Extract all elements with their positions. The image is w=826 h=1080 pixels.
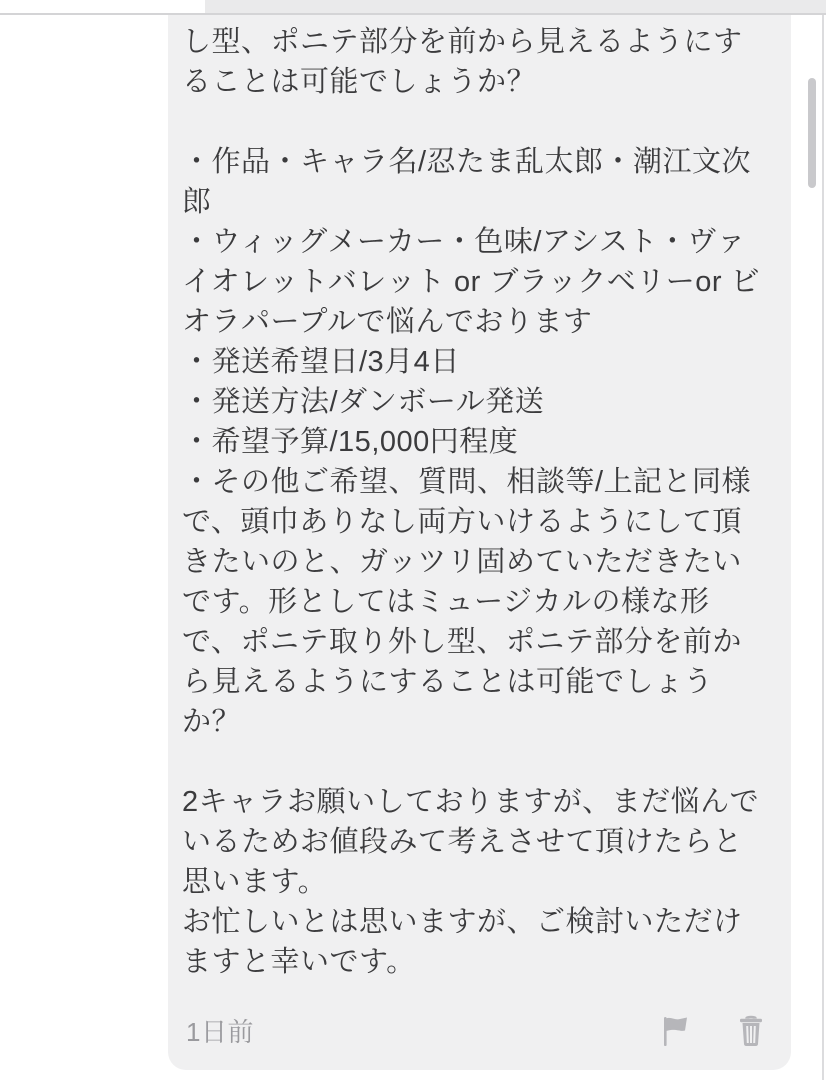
message-line: お忙しいとは思いますが、ご検討いただけ [182,906,743,938]
message-line: イオレットバレット or ブラックベリーor ビ [182,266,761,298]
trash-button[interactable] [735,1014,767,1048]
message-bubble [168,15,791,1070]
message-line: ・発送希望日/3月4日 [182,346,460,378]
flag-icon [660,1014,690,1048]
message-line: オラパープルで悩んでおります [182,306,593,338]
timestamp: 1日前 [186,1017,254,1047]
message-line: ることは可能でしょうか？ [182,66,537,98]
message-line: で、頭巾ありなし両方いけるようにして頂 [182,506,742,538]
message-line: ・希望予算/15,000円程度 [182,426,519,458]
message-line: か？ [182,706,242,738]
message-line: 2キャラお願いしておりますが、まだ悩んで [182,786,760,818]
message-line: ますと幸いです。 [182,946,416,978]
message-line: ら見えるようにすることは可能でしょう [182,666,714,698]
message-line: いるためお値段みて考えさせて頂けたらと [182,826,743,858]
message-line: ・発送方法/ダンボール発送 [182,386,545,418]
message-line: し型、ポニテ部分を前から見えるようにす [182,26,743,58]
scrollbar[interactable] [808,78,816,188]
message-line: 郎 [182,186,212,218]
message-line: ・その他ご希望、質問、相談等/上記と同様 [182,466,752,498]
trash-icon [736,1014,766,1048]
message-line: で、ポニテ取り外し型、ポニテ部分を前か [182,626,742,658]
message-line: きたいのと、ガッツリ固めていただきたい [182,546,742,578]
right-edge-border [822,15,824,1080]
message-line: 思います。 [182,866,328,898]
message-line [182,742,777,782]
message-line: ・ウィッグメーカー・色味/アシスト・ヴァ [182,226,747,258]
message-footer [182,1012,777,1049]
message-line [182,102,777,142]
message-line: です。形としてはミュージカルの様な形 [182,586,710,618]
footer-actions [659,1014,767,1048]
message-line: ・作品・キャラ名/忍たま乱太郎・潮江文次 [182,146,752,178]
flag-button[interactable] [659,1014,691,1048]
previous-content-sliver [205,0,826,13]
